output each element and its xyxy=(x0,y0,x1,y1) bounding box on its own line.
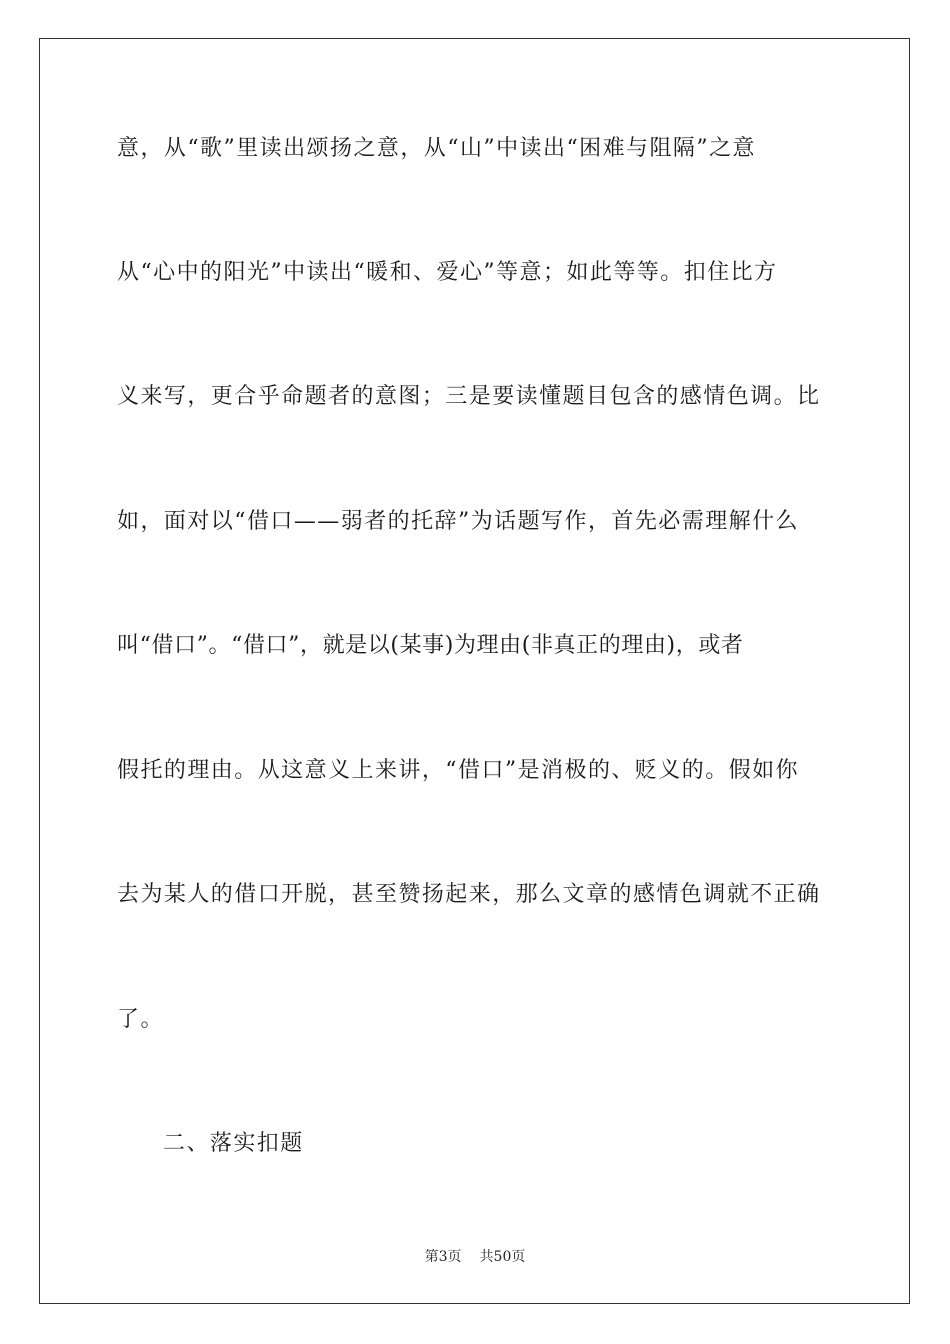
page-footer xyxy=(0,1248,950,1266)
body-text-line: 去为某人的借口开脱，甚至赞扬起来，那么文章的感情色调就不正确 xyxy=(117,882,821,907)
page-total: 共50页 xyxy=(479,1249,526,1265)
page-number: 第3页 xyxy=(424,1249,462,1265)
section-heading: 二、落实扣题 xyxy=(163,1131,304,1156)
body-text-line: 意，从“歌”里读出颂扬之意，从“山”中读出“困难与阻隔”之意 xyxy=(117,136,756,161)
body-text-line: 叫“借口”。“借口”，就是以(某事)为理由(非真正的理由)，或者 xyxy=(117,633,744,658)
body-text-line: 义来写，更合乎命题者的意图；三是要读懂题目包含的感情色调。比 xyxy=(117,384,821,409)
body-text-line: 了。 xyxy=(117,1007,164,1032)
page-border xyxy=(39,38,910,1304)
body-text-line: 假托的理由。从这意义上来讲，“借口”是消极的、贬义的。假如你 xyxy=(117,758,799,783)
body-text-line: 如，面对以“借口——弱者的托辞”为话题写作，首先必需理解什么 xyxy=(117,509,799,534)
body-text-line: 从“心中的阳光”中读出“暖和、爱心”等意；如此等等。扣住比方 xyxy=(117,260,778,285)
